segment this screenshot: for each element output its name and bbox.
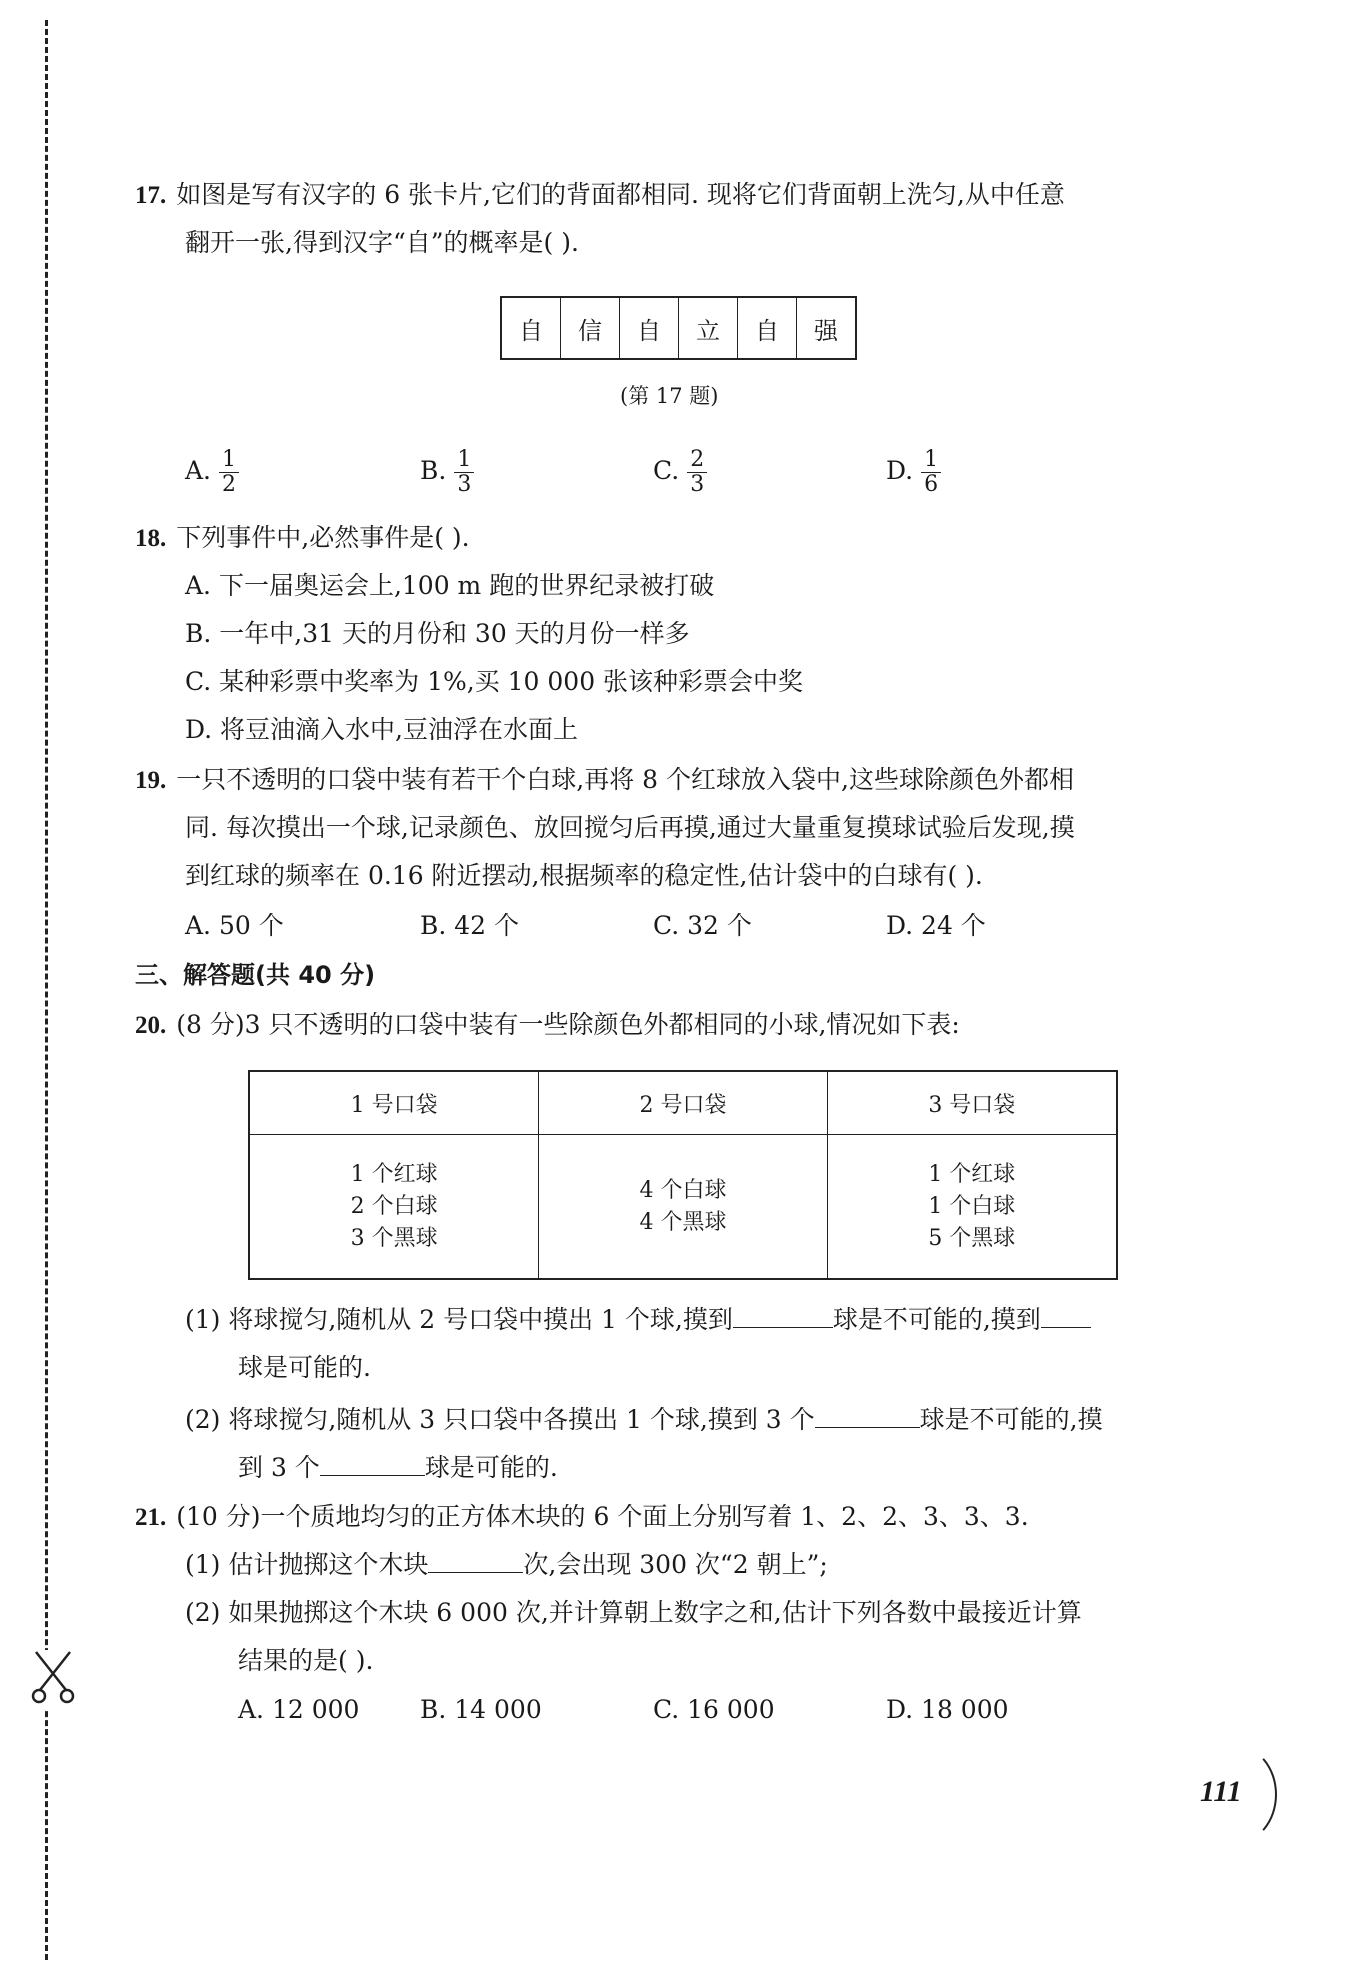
cell-line: 1 个红球	[350, 1161, 438, 1187]
q18-number: 18.	[135, 525, 167, 552]
q19-option-b: B. 42 个	[420, 911, 520, 940]
q20-part1-text: 球是不可能的,摸到	[832, 1305, 1041, 1334]
q19-line3: 到红球的频率在 0.16 附近摆动,根据频率的稳定性,估计袋中的白球有( ).	[185, 861, 983, 890]
card: 自	[502, 298, 561, 358]
option-label: C.	[653, 456, 680, 485]
table-cell	[827, 1135, 1117, 1280]
table-header-row	[249, 1071, 1117, 1135]
q17-line2: 翻开一张,得到汉字“自”的概率是( ).	[185, 228, 579, 257]
q19-line2: 同. 每次摸出一个球,记录颜色、放回搅匀后再摸,通过大量重复摸球试验后发现,摸	[185, 813, 1075, 842]
answer-blank[interactable]	[428, 1546, 523, 1573]
q19-text: 一只不透明的口袋中装有若干个白球,再将 8 个红球放入袋中,这些球除颜色外都相	[176, 765, 1074, 794]
q18-option-d: D. 将豆油滴入水中,豆油浮在水面上	[185, 715, 578, 744]
q17-caption: (第 17 题)	[620, 384, 719, 408]
denominator: 6	[924, 472, 939, 497]
q19-option-d: D. 24 个	[886, 911, 986, 940]
q20-part2-text: 球是不可能的,摸	[919, 1405, 1103, 1434]
q21-option-b: B. 14 000	[420, 1695, 542, 1724]
q17-number: 17.	[135, 182, 167, 209]
q21-option-c: C. 16 000	[653, 1695, 775, 1724]
q20-part2-line2	[238, 1448, 558, 1488]
q21-option-d: D. 18 000	[886, 1695, 1009, 1724]
numerator: 2	[687, 448, 707, 473]
table-row	[249, 1135, 1117, 1280]
q21-part2-line1: (2) 如果抛掷这个木块 6 000 次,并计算朝上数字之和,估计下列各数中最接近计算	[185, 1598, 1082, 1627]
q21-text: (10 分)一个质地均匀的正方体木块的 6 个面上分别写着 1、2、2、3、3、3.	[176, 1502, 1029, 1531]
cell-line: 5 个黑球	[928, 1225, 1016, 1251]
q21-option-a: A. 12 000	[238, 1695, 360, 1724]
q20-part2-text: 到 3 个	[238, 1453, 320, 1482]
cell-line: 1 个白球	[928, 1193, 1016, 1219]
numerator: 1	[921, 448, 941, 473]
option-label: A.	[185, 456, 212, 485]
answer-blank[interactable]	[733, 1301, 833, 1328]
option-label: B.	[420, 456, 447, 485]
fraction	[687, 448, 707, 497]
denominator: 3	[690, 472, 705, 497]
cell-line: 4 个黑球	[639, 1209, 727, 1235]
denominator: 3	[457, 472, 472, 497]
fraction	[454, 448, 474, 497]
q20-part2-line1	[185, 1400, 1103, 1440]
q19-option-c: C. 32 个	[653, 911, 752, 940]
answer-blank[interactable]	[1041, 1301, 1091, 1328]
card: 自	[620, 298, 679, 358]
scissors-icon	[28, 1650, 78, 1710]
answer-blank[interactable]	[320, 1449, 425, 1476]
q21-part1-text: 次,会出现 300 次“2 朝上”;	[523, 1550, 828, 1579]
q20-part1-text: (1) 将球搅匀,随机从 2 号口袋中摸出 1 个球,摸到	[185, 1305, 733, 1334]
table-header: 3 号口袋	[827, 1071, 1117, 1135]
q17-option-c	[653, 448, 707, 497]
q18-text: 下列事件中,必然事件是( ).	[176, 523, 470, 552]
option-label: D.	[886, 456, 914, 485]
q18-option-b: B. 一年中,31 天的月份和 30 天的月份一样多	[185, 619, 690, 648]
fraction	[219, 448, 239, 497]
section-heading: 三、解答题(共 40 分)	[135, 961, 376, 989]
q20-line	[135, 1005, 960, 1046]
card: 强	[814, 316, 838, 345]
q17-option-b	[420, 448, 474, 497]
q20-part1-line1	[185, 1300, 1091, 1340]
cell-line: 4 个白球	[639, 1177, 727, 1203]
cell-line: 2 个白球	[350, 1193, 438, 1219]
denominator: 2	[222, 472, 237, 497]
table-cell	[539, 1135, 827, 1280]
numerator: 1	[454, 448, 474, 473]
q21-line	[135, 1497, 1029, 1538]
q17-text: 如图是写有汉字的 6 张卡片,它们的背面都相同. 现将它们背面朝上洗匀,从中任意	[176, 180, 1065, 209]
q20-part2-text: 球是可能的.	[424, 1453, 558, 1482]
bags-table	[248, 1070, 1118, 1280]
cell-line: 1 个红球	[928, 1161, 1016, 1187]
q21-part1-text: (1) 估计抛掷这个木块	[185, 1550, 429, 1579]
page-number: 111	[1200, 1775, 1242, 1808]
card: 自	[738, 298, 797, 358]
q21-part2-line2: 结果的是( ).	[238, 1646, 374, 1675]
card: 信	[561, 298, 620, 358]
q17-cards	[500, 296, 857, 360]
q20-number: 20.	[135, 1012, 167, 1039]
q21-part1	[185, 1545, 828, 1585]
q19-number: 19.	[135, 767, 167, 794]
q17-option-d	[886, 448, 941, 497]
answer-blank[interactable]	[815, 1401, 920, 1428]
q20-part1-line2: 球是可能的.	[238, 1353, 371, 1382]
fraction	[921, 448, 941, 497]
q18-line	[135, 518, 470, 559]
q18-option-a: A. 下一届奥运会上,100 m 跑的世界纪录被打破	[185, 571, 715, 600]
numerator: 1	[219, 448, 239, 473]
card: 立	[679, 298, 738, 358]
q20-part2-text: (2) 将球搅匀,随机从 3 只口袋中各摸出 1 个球,摸到 3 个	[185, 1405, 815, 1434]
q18-option-c: C. 某种彩票中奖率为 1%,买 10 000 张该种彩票会中奖	[185, 667, 804, 696]
table-header: 2 号口袋	[539, 1071, 827, 1135]
q20-text: (8 分)3 只不透明的口袋中装有一些除颜色外都相同的小球,情况如下表:	[176, 1010, 960, 1039]
q17-option-a	[185, 448, 239, 497]
table-cell	[249, 1135, 539, 1280]
cell-line: 3 个黑球	[350, 1225, 438, 1251]
q21-number: 21.	[135, 1504, 167, 1531]
q17-line1	[135, 175, 1065, 216]
q19-option-a: A. 50 个	[185, 911, 284, 940]
q19-line1	[135, 760, 1074, 801]
table-header: 1 号口袋	[249, 1071, 539, 1135]
